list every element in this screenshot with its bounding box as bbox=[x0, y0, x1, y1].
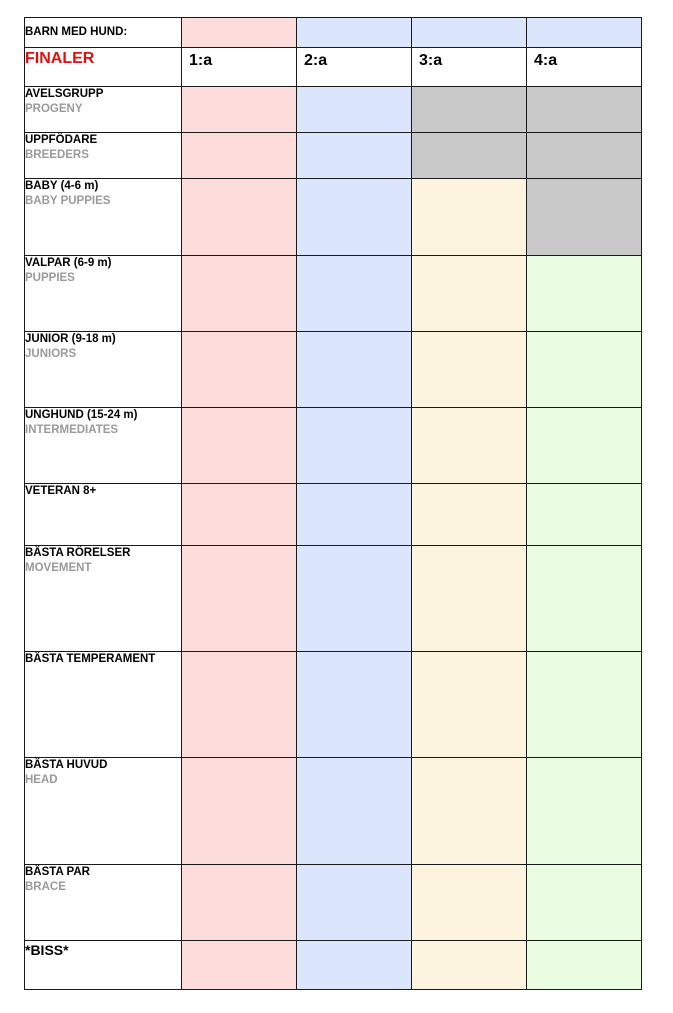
class-row bbox=[25, 256, 642, 332]
placement-cell-1[interactable] bbox=[182, 332, 297, 408]
class-name: JUNIOR (9-18 m) bbox=[25, 333, 116, 345]
placement-cell-4[interactable] bbox=[527, 256, 642, 332]
class-label-cell bbox=[25, 758, 182, 865]
class-label-cell bbox=[25, 865, 182, 941]
placement-cell-3[interactable] bbox=[412, 408, 527, 484]
class-row bbox=[25, 652, 642, 758]
placement-cell-1[interactable] bbox=[182, 652, 297, 758]
class-row bbox=[25, 865, 642, 941]
class-name: BÄSTA RÖRELSER bbox=[25, 547, 131, 559]
biss-label-cell bbox=[25, 941, 182, 990]
class-english-name: BABY PUPPIES bbox=[25, 195, 111, 207]
class-row bbox=[25, 87, 642, 133]
class-label-cell bbox=[25, 652, 182, 758]
placement-cell-1[interactable] bbox=[182, 865, 297, 941]
class-english-name: BREEDERS bbox=[25, 149, 89, 161]
placement-cell-2[interactable] bbox=[297, 408, 412, 484]
place-2-label: 2:a bbox=[304, 52, 328, 69]
placement-cell-1[interactable] bbox=[182, 758, 297, 865]
class-name: AVELSGRUPP bbox=[25, 88, 104, 100]
class-row bbox=[25, 408, 642, 484]
placement-cell-4[interactable] bbox=[527, 332, 642, 408]
placement-cell-1[interactable] bbox=[182, 133, 297, 179]
class-english-name: JUNIORS bbox=[25, 348, 77, 360]
placement-cell-2[interactable] bbox=[297, 87, 412, 133]
placement-cell-3[interactable] bbox=[412, 652, 527, 758]
finals-results-table bbox=[24, 17, 642, 990]
biss-place-2-cell[interactable] bbox=[297, 941, 412, 990]
unavailable-cell bbox=[527, 87, 642, 133]
child-with-dog-place-1-cell[interactable] bbox=[182, 18, 297, 48]
unavailable-cell bbox=[527, 133, 642, 179]
placement-cell-2[interactable] bbox=[297, 484, 412, 546]
table-body bbox=[25, 18, 642, 990]
unavailable-cell bbox=[527, 179, 642, 256]
placement-cell-1[interactable] bbox=[182, 484, 297, 546]
biss-place-3-cell[interactable] bbox=[412, 941, 527, 990]
placement-cell-3[interactable] bbox=[412, 332, 527, 408]
class-label-cell bbox=[25, 546, 182, 652]
placement-cell-2[interactable] bbox=[297, 652, 412, 758]
placement-cell-2[interactable] bbox=[297, 758, 412, 865]
class-label-cell bbox=[25, 332, 182, 408]
class-name: BABY (4-6 m) bbox=[25, 180, 99, 192]
biss-label: *BISS* bbox=[25, 942, 69, 958]
place-1-label: 1:a bbox=[189, 52, 213, 69]
class-name: VALPAR (6-9 m) bbox=[25, 257, 112, 269]
child-with-dog-label-cell bbox=[25, 18, 182, 48]
placement-cell-3[interactable] bbox=[412, 256, 527, 332]
child-with-dog-label: BARN MED HUND: bbox=[25, 26, 128, 38]
place-header-4 bbox=[527, 48, 642, 87]
placement-cell-4[interactable] bbox=[527, 652, 642, 758]
class-name: UNGHUND (15-24 m) bbox=[25, 409, 138, 421]
placement-cell-1[interactable] bbox=[182, 546, 297, 652]
class-row bbox=[25, 546, 642, 652]
class-english-name: MOVEMENT bbox=[25, 562, 92, 574]
class-row bbox=[25, 133, 642, 179]
class-label-cell bbox=[25, 133, 182, 179]
placement-cell-2[interactable] bbox=[297, 133, 412, 179]
class-label-cell bbox=[25, 256, 182, 332]
placement-cell-4[interactable] bbox=[527, 865, 642, 941]
placement-cell-2[interactable] bbox=[297, 256, 412, 332]
class-name: BÄSTA HUVUD bbox=[25, 759, 108, 771]
placement-cell-3[interactable] bbox=[412, 546, 527, 652]
class-english-name: PUPPIES bbox=[25, 272, 75, 284]
class-label-cell bbox=[25, 408, 182, 484]
place-header-1 bbox=[182, 48, 297, 87]
class-row bbox=[25, 758, 642, 865]
placement-cell-1[interactable] bbox=[182, 408, 297, 484]
child-with-dog-place-4-cell[interactable] bbox=[527, 18, 642, 48]
class-row bbox=[25, 332, 642, 408]
class-name: BÄSTA TEMPERAMENT bbox=[25, 653, 156, 665]
placement-cell-4[interactable] bbox=[527, 408, 642, 484]
place-header-3 bbox=[412, 48, 527, 87]
child-with-dog-place-3-cell[interactable] bbox=[412, 18, 527, 48]
class-label-cell bbox=[25, 87, 182, 133]
biss-place-4-cell[interactable] bbox=[527, 941, 642, 990]
placement-cell-4[interactable] bbox=[527, 758, 642, 865]
placement-cell-1[interactable] bbox=[182, 179, 297, 256]
unavailable-cell bbox=[412, 133, 527, 179]
placement-cell-3[interactable] bbox=[412, 484, 527, 546]
class-name: UPPFÖDARE bbox=[25, 134, 98, 146]
finaler-label-cell bbox=[25, 48, 182, 87]
unavailable-cell bbox=[412, 87, 527, 133]
placement-cell-4[interactable] bbox=[527, 546, 642, 652]
placement-cell-3[interactable] bbox=[412, 758, 527, 865]
placement-cell-2[interactable] bbox=[297, 179, 412, 256]
placement-cell-2[interactable] bbox=[297, 332, 412, 408]
placement-cell-2[interactable] bbox=[297, 546, 412, 652]
placement-cell-3[interactable] bbox=[412, 865, 527, 941]
placement-cell-3[interactable] bbox=[412, 179, 527, 256]
class-english-name: HEAD bbox=[25, 774, 58, 786]
place-4-label: 4:a bbox=[534, 52, 558, 69]
placement-cell-2[interactable] bbox=[297, 865, 412, 941]
finaler-label: FINALER bbox=[25, 50, 95, 67]
child-with-dog-place-2-cell[interactable] bbox=[297, 18, 412, 48]
placement-cell-1[interactable] bbox=[182, 87, 297, 133]
class-label-cell bbox=[25, 484, 182, 546]
finals-row bbox=[25, 48, 642, 87]
place-3-label: 3:a bbox=[419, 52, 443, 69]
placement-cell-4[interactable] bbox=[527, 484, 642, 546]
class-name: VETERAN 8+ bbox=[25, 485, 97, 497]
class-row bbox=[25, 179, 642, 256]
placement-cell-1[interactable] bbox=[182, 256, 297, 332]
biss-row bbox=[25, 941, 642, 990]
class-name: BÄSTA PAR bbox=[25, 866, 90, 878]
place-header-2 bbox=[297, 48, 412, 87]
class-english-name: PROGENY bbox=[25, 103, 83, 115]
class-english-name: INTERMEDIATES bbox=[25, 424, 119, 436]
biss-place-1-cell[interactable] bbox=[182, 941, 297, 990]
class-row bbox=[25, 484, 642, 546]
class-label-cell bbox=[25, 179, 182, 256]
header-row bbox=[25, 18, 642, 48]
class-english-name: BRACE bbox=[25, 881, 66, 893]
